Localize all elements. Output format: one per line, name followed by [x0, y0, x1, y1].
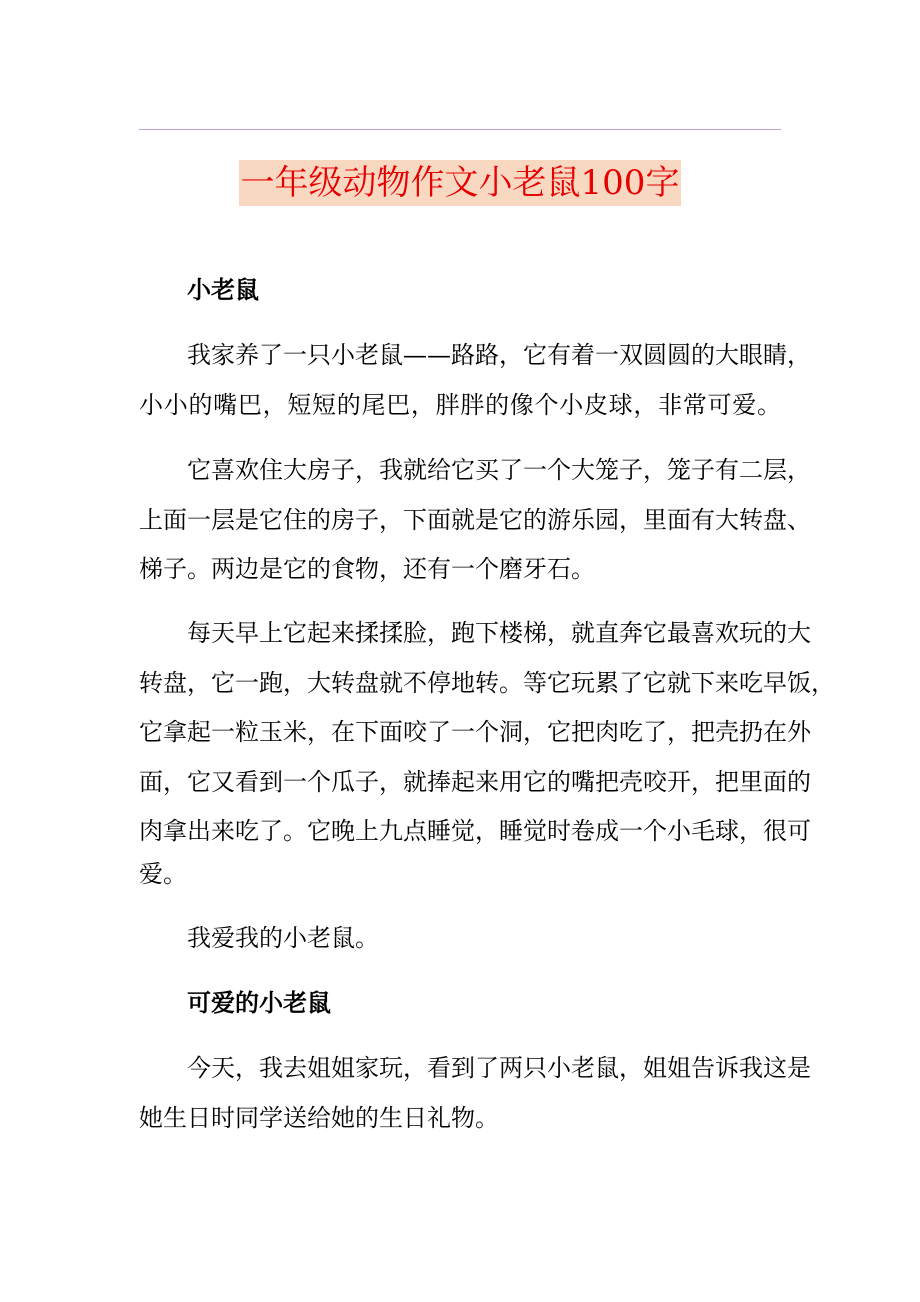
paragraph-line: 小小的嘴巴，短短的尾巴，胖胖的像个小皮球，非常可爱。	[139, 391, 781, 419]
header-divider	[139, 129, 781, 130]
section-heading: 可爱的小老鼠	[187, 988, 331, 1017]
paragraph-line: 今天，我去姐姐家玩，看到了两只小老鼠，姐姐告诉我这是	[187, 1054, 811, 1082]
document-title: 一年级动物作文小老鼠100字	[239, 160, 682, 206]
paragraph-line: 肉拿出来吃了。它晚上九点睡觉，睡觉时卷成一个小毛球，很可	[139, 817, 811, 845]
paragraph-line: 它拿起一粒玉米，在下面咬了一个洞，它把肉吃了，把壳扔在外	[139, 718, 811, 746]
paragraph-line: 她生日时同学送给她的生日礼物。	[139, 1104, 499, 1132]
section-heading: 小老鼠	[187, 275, 259, 304]
paragraph-line: 上面一层是它住的房子，下面就是它的游乐园，里面有大转盘、	[139, 506, 811, 534]
paragraph-line: 面，它又看到一个瓜子，就捧起来用它的嘴把壳咬开，把里面的	[139, 768, 811, 796]
paragraph-line: 梯子。两边是它的食物，还有一个磨牙石。	[139, 555, 595, 583]
paragraph-line: 爱。	[139, 860, 187, 888]
paragraph-line: 每天早上它起来揉揉脸，跑下楼梯，就直奔它最喜欢玩的大	[187, 619, 811, 647]
paragraph-line: 转盘，它一跑，大转盘就不停地转。等它玩累了它就下来吃早饭，	[139, 669, 835, 697]
title-container	[0, 160, 920, 206]
paragraph-line: 我爱我的小老鼠。	[187, 924, 379, 952]
paragraph-line: 我家养了一只小老鼠——路路，它有着一双圆圆的大眼睛，	[187, 341, 811, 369]
paragraph-line: 它喜欢住大房子，我就给它买了一个大笼子，笼子有二层，	[187, 456, 811, 484]
